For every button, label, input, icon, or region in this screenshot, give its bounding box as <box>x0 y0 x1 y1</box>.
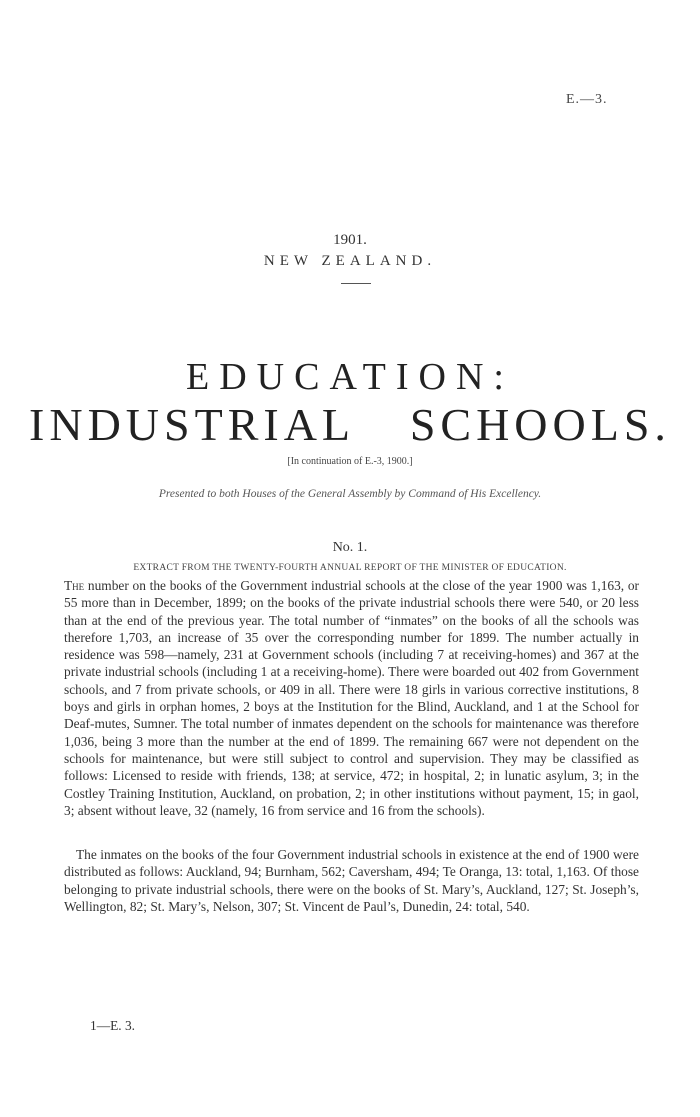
page-reference: E.—3. <box>566 92 608 107</box>
body-paragraph-2: The inmates on the books of the four Government industrial schools in existence at the end of 1900 were distributed as follows: Auckland, 94; Burnham, 562; Caversham, 494; Te Oranga, 13: total, 1,163. Of those belonging to private industrial schools, there were on the books of St. Mary’s, Auckland, 127; St. Joseph’s, Wellington, 82; St. Mary’s, Nelson, 307; St. Vincent de Paul’s, Dunedin, 24: total, 540. <box>64 847 639 914</box>
presentation-note: Presented to both Houses of the General Assembly by Command of His Excellency. <box>158 488 542 500</box>
page-signature: 1—E. 3. <box>90 1018 136 1033</box>
document-number: No. 1. <box>332 540 368 555</box>
body-paragraph-1 <box>64 577 639 819</box>
country-heading: NEW ZEALAND. <box>263 253 437 269</box>
paragraph-lead-word: The <box>64 578 85 593</box>
divider-rule <box>341 283 371 284</box>
document-title: EDUCATION: <box>186 356 514 398</box>
extract-heading: EXTRACT FROM THE TWENTY-FOURTH ANNUAL REPORT OF THE MINISTER OF EDUCATION. <box>133 563 567 573</box>
paragraph-1-text: number on the books of the Government industrial schools at the close of the year 1900 was 1,163, or 55 more than in December, 1899; on the books of the private industrial schools there were 540, or 20 less than at the end of the previous year. The total number of “inmates” on the books of all the schools was therefore 1,703, an increase of 35 over the corresponding number for 1899. The number actually in residence was 598—namely, 231 at Government schools (including 7 at receiving-homes) and 367 at the private industrial schools (including 1 at a receiving-home). There were boarded out 402 from Government schools, and 7 from private schools, or 409 in all. There were 18 girls in various corrective institutions, 8 boys and girls in orphan homes, 2 boys at the Institution for the Blind, Auckland, and 1 at the School for Deaf-mutes, Sumner. The total number of inmates dependent on the schools for maintenance was therefore 1,036, being 3 more than the number at the end of 1899. The remaining 667 were not dependent on the schools for maintenance, but were still subject to control and supervision. They may be classified as follows: Licensed to reside with friends, 138; at service, 472; in hospital, 2; in lunatic asylum, 3; in the Costley Training Institution, Auckland, on probation, 2; in other institutions without payment, 15; in gaol, 3; absent without leave, 32 (namely, 16 from service and 16 from the schools). <box>64 578 639 818</box>
document-subtitle: INDUSTRIAL SCHOOLS. <box>29 399 671 450</box>
continuation-note: [In continuation of E.-3, 1900.] <box>287 456 413 467</box>
publication-year: 1901. <box>333 232 367 248</box>
